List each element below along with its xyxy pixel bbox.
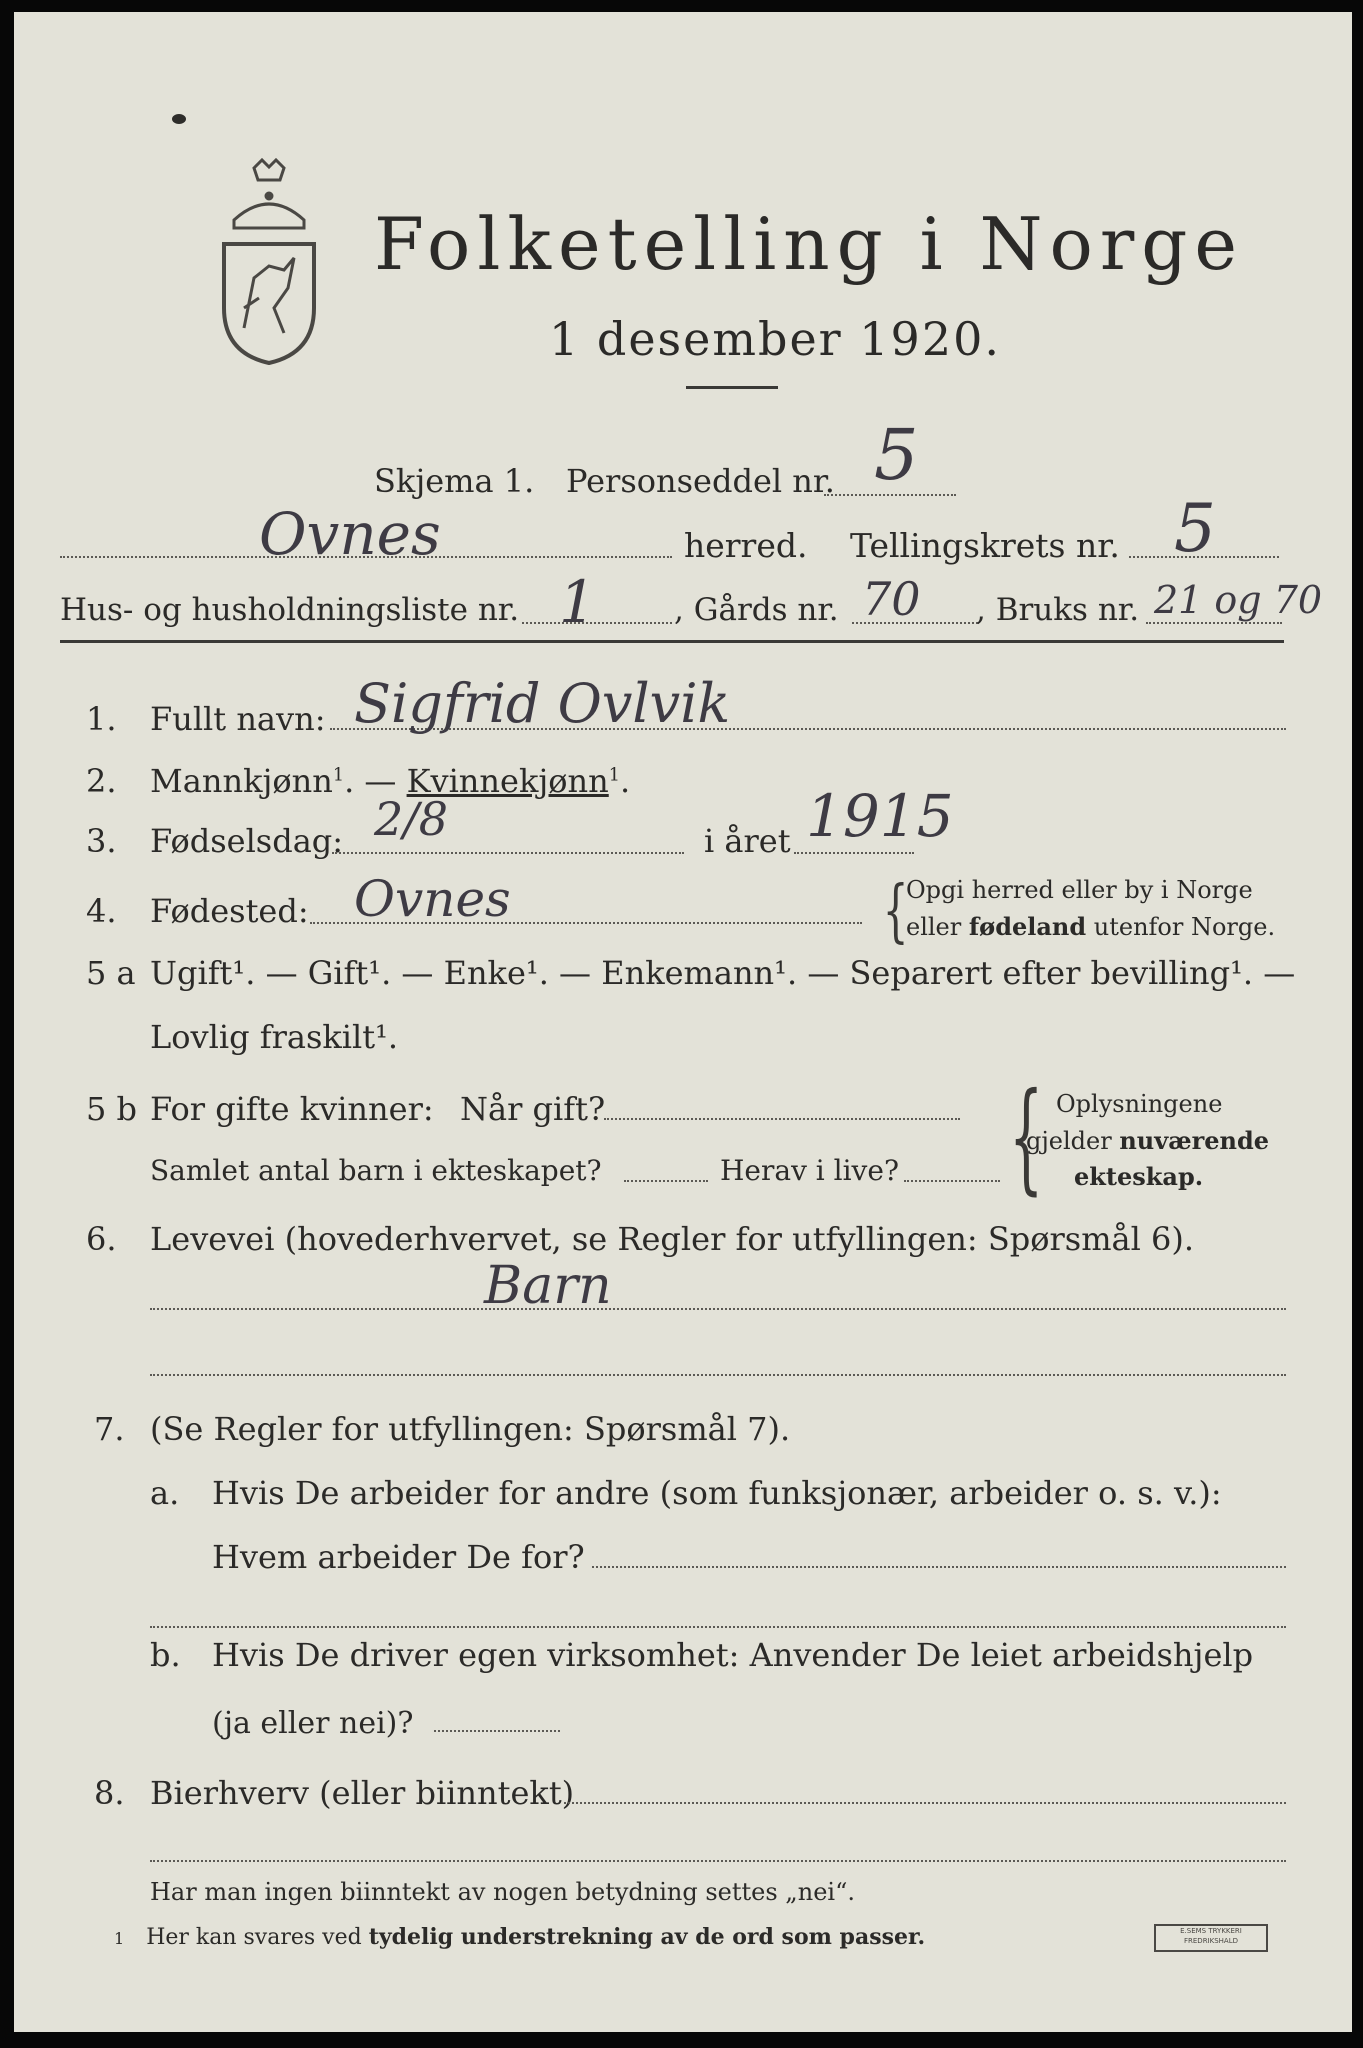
tellingskrets-label: Tellingskrets nr. (850, 526, 1120, 565)
q8-number: 8. (94, 1774, 125, 1812)
q3-label: Fødselsdag: (150, 822, 344, 860)
q2-gender-options: Mannkjønn$^1$. — Kvinnekjønn$^1$. (150, 762, 631, 800)
gards-label: , Gårds nr. (674, 592, 839, 628)
tellingskrets-value: 5 (1174, 490, 1216, 567)
q1-label: Fullt navn: (150, 700, 326, 738)
hus-field[interactable] (522, 622, 672, 624)
birth-year-value: 1915 (806, 782, 954, 850)
side-income-field-2[interactable] (150, 1860, 1286, 1862)
birthday-field[interactable] (332, 852, 684, 854)
q3-number: 3. (86, 822, 117, 860)
title-divider (686, 386, 778, 389)
birth-year-field[interactable] (794, 852, 914, 854)
q7-number: 7. (94, 1410, 125, 1448)
skjema-label: Skjema 1. (374, 462, 535, 500)
married-when-field[interactable] (604, 1118, 960, 1120)
q4-label: Fødested: (150, 892, 309, 930)
q5b-brace: { (1008, 1068, 1044, 1207)
q5b-note-line1: Oplysningene (1056, 1090, 1223, 1118)
q7a-letter: a. (150, 1474, 180, 1512)
children-alive-field[interactable] (904, 1180, 1000, 1182)
q6-label: Levevei (hovederhvervet, se Regler for utfyllingen: Spørsmål 6). (150, 1220, 1195, 1258)
divorced-option[interactable]: Lovlig fraskilt¹. (150, 1018, 399, 1056)
q5b-note-line2: gjelder nuværende (1026, 1126, 1270, 1155)
q7b-line2: (ja eller nei)? (212, 1706, 414, 1741)
hired-help-field[interactable] (434, 1730, 560, 1732)
q4-number: 4. (86, 892, 117, 930)
q4-note-line2: eller fødeland utenfor Norge. (906, 912, 1276, 941)
q1-number: 1. (86, 700, 117, 738)
children-total-label: Samlet antal barn i ekteskapet? (150, 1154, 602, 1187)
employer-field-2[interactable] (150, 1626, 1286, 1628)
children-alive-label: Herav i live? (720, 1154, 899, 1187)
occupation-value: Barn (484, 1256, 612, 1316)
q5b-label: For gifte kvinner: (150, 1090, 434, 1128)
q7-label: (Se Regler for utfyllingen: Spørsmål 7). (150, 1410, 791, 1448)
q5b-number: 5 b (86, 1090, 138, 1128)
birthday-value: 2/8 (374, 792, 449, 846)
hus-value: 1 (559, 568, 596, 636)
q2-number: 2. (86, 762, 117, 800)
children-total-field[interactable] (624, 1180, 708, 1182)
bruks-field[interactable] (1146, 622, 1282, 624)
footnote: 1 Her kan svares ved tydelig understrekning av de ord som passer. (114, 1924, 926, 1950)
bruks-label: , Bruks nr. (976, 592, 1140, 628)
herred-value: Ovnes (259, 500, 441, 568)
birthplace-value: Ovnes (354, 870, 511, 928)
q8-label: Bierhverv (eller biinntekt) (150, 1774, 575, 1812)
full-name-value: Sigfrid Ovlvik (354, 672, 731, 735)
personseddel-value: 5 (874, 414, 919, 496)
footer-note: Har man ingen biinntekt av nogen betydning settes „nei“. (150, 1878, 855, 1906)
form-title: Folketelling i Norge (374, 202, 1244, 286)
q6-number: 6. (86, 1220, 117, 1258)
q7a-line1: Hvis De arbeider for andre (som funksjonær, arbeider o. s. v.): (212, 1474, 1222, 1512)
census-form (14, 12, 1352, 2032)
gards-value: 70 (862, 572, 921, 626)
personseddel-label: Personseddel nr. (566, 462, 835, 500)
hus-label: Hus- og husholdningsliste nr. (60, 592, 520, 628)
q5a-number: 5 a (86, 954, 136, 992)
married-when-label: Når gift? (460, 1090, 606, 1128)
male-option[interactable]: Mannkjønn (150, 762, 333, 800)
occupation-field-2[interactable] (150, 1374, 1286, 1376)
employer-field-1[interactable] (592, 1566, 1286, 1568)
ink-speck (172, 114, 186, 124)
printer-stamp: E.SEMS TRYKKERI FREDRIKSHALD (1154, 1924, 1268, 1952)
female-option[interactable]: Kvinnekjønn (406, 762, 609, 800)
bruks-value: 21 og 70 (1154, 578, 1323, 622)
header-rule (60, 640, 1284, 643)
q4-brace: { (882, 872, 909, 951)
q4-note-line1: Opgi herred eller by i Norge (906, 876, 1253, 904)
herred-label: herred. (684, 526, 808, 565)
q7b-line1: Hvis De driver egen virksomhet: Anvender De leiet arbeidshjelp (212, 1636, 1254, 1674)
q5b-note-line3: ekteskap. (1074, 1162, 1204, 1191)
occupation-field-1[interactable] (150, 1308, 1286, 1310)
q7b-letter: b. (150, 1636, 181, 1674)
q3-year-label: i året (704, 822, 791, 860)
side-income-field-1[interactable] (564, 1802, 1286, 1804)
census-date: 1 desember 1920. (549, 312, 1001, 366)
marital-status-options[interactable]: Ugift¹. — Gift¹. — Enke¹. — Enkemann¹. — Separert efter bevilling¹. — (150, 954, 1296, 992)
q7a-line2: Hvem arbeider De for? (212, 1538, 585, 1576)
coat-of-arms-icon (214, 158, 324, 370)
